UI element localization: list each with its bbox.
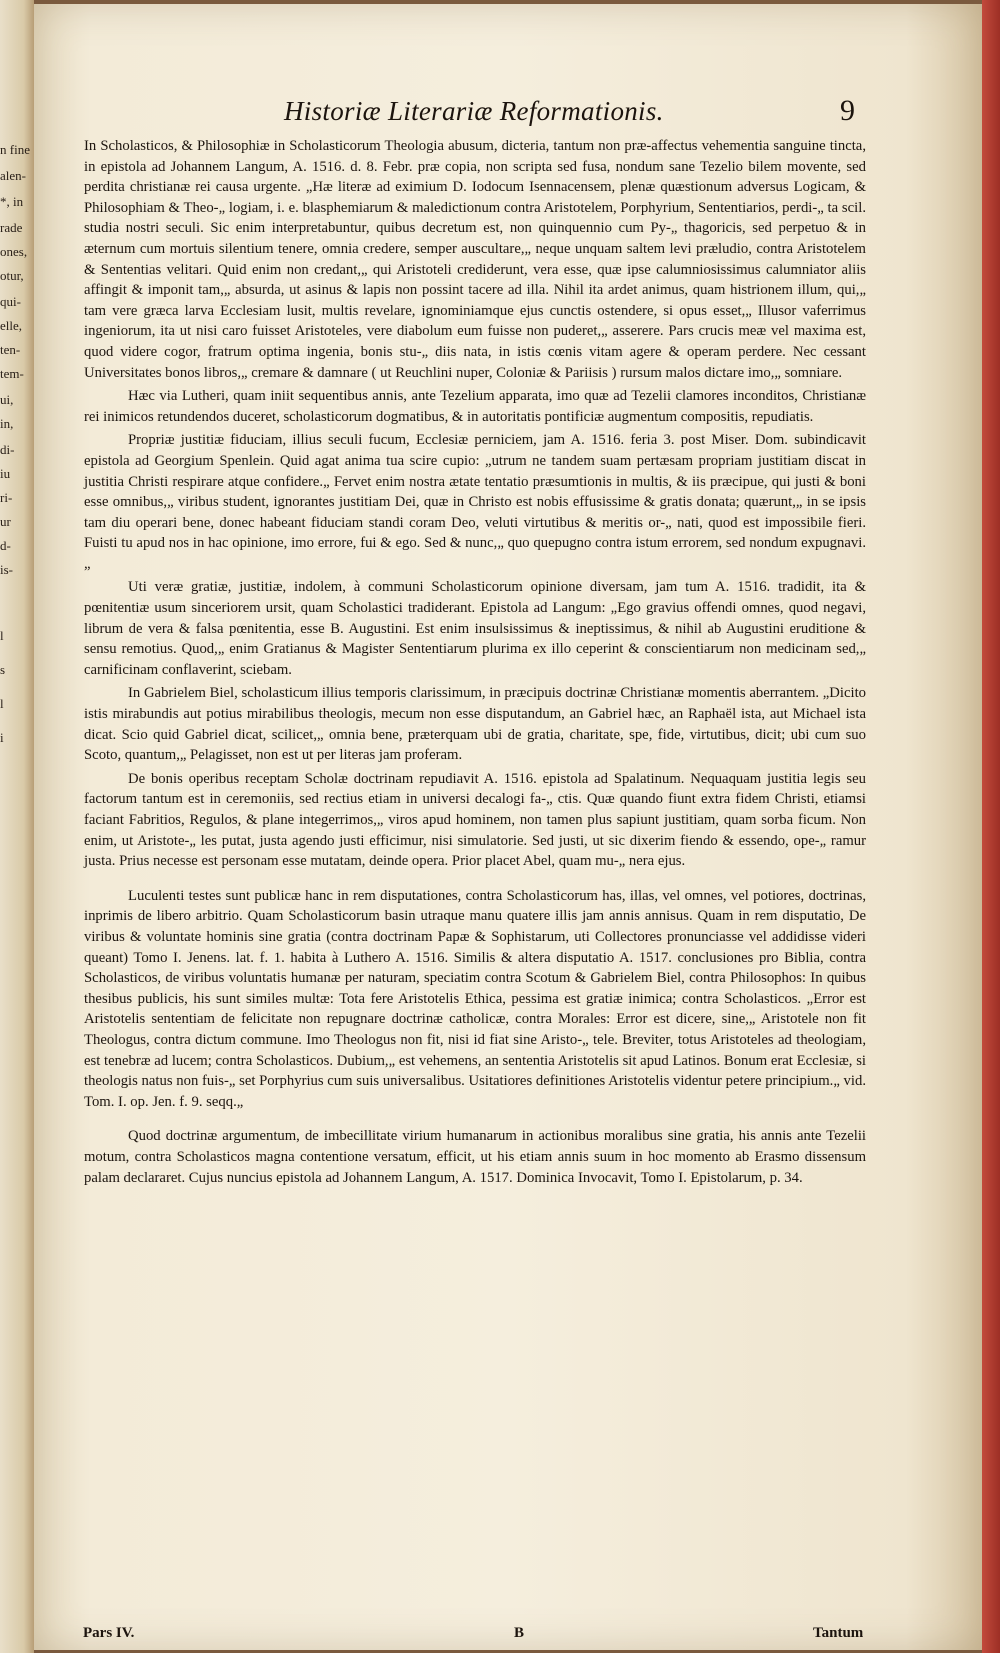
paragraph: Uti veræ gratiæ, justitiæ, indolem, à communi Scholasticorum opinione diversam, jam tum A. 1516. tradidit, ita & pœnitentiæ usum sinceriorem ursit, quam Scholastici tradiderant. Epistola ad Langum: „Ego gravius offendi omnes, quod negavi, librum de vera & falsa pœnitentia, esse B. Augustini. Est enim insulsissimus & ineptissimus, & nihil ab Augustini eruditione & sensu remotius. Quod,„ enim Gratianus & Magister Sententiarum plurima ex illo ceperint & conscientiarum non medicinam sed,„ carnificinam conflaverint, sciebam. — [84, 579, 866, 678]
margin-fragment: s — [0, 662, 6, 677]
previous-page-edge — [0, 0, 34, 1653]
margin-fragment: n fine — [0, 142, 30, 157]
paragraph: In Scholasticos, & Philosophiæ in Scholasticorum Theologia abusum, dicteria, tantum non præ-affectus vehementia sanguine tincta, in epistola ad Johannem Langum, A. 1516. d. 8. Febr. præ copia, non scripta sed fusa, nondum sane Tezelio bilem movente, sed perdita christianæ rei causa urgente. „Hæ literæ ad eximium D. Iodocum Isennacensem, plenæ quæstionum adversus Logicam, & Philosophiam & Theo-„ logiam, i. e. blasphemiarum & maledictionum contra Aristotelem, Porphyrium, Sententiarios, perdi-„ ta scil. studia nostri seculi. Sic enim interpretabuntur, quibus decretum est, non quinquennio cum Py-„ thagoricis, sed perpetuo & in æternum cum mortuis silentium tenere, omnia credere, semper auscultare,„ neque unquam saltem levi præludio, contra Aristotelem & Sententias velitari. Quid enim non credant,„ qui Aristoteli crediderunt, vera esse, quæ ipse calumniosissimus calumniator aliis affingit & imponit tam,„ absurda, ut asinus & lapis non possint tacere ad illa. Nihil ita ardet animus, quam histrionem illum, qui,„ tam vere græca larva Ecclesiam lusit, multis revelare, ignominiamque ejus cunctis ostendere, si opus esset,„ Illusor vaferrimus ingeniorum, ita ut nisi caro fuisset Aristoteles, vere diabolum eum fuisse non puderet,„ asserere. Pars crucis meæ vel maxima est, quod videre cogor, fratrum optima ingenia, bonis stu-„ diis nata, in istis cœnis vitam agere & operam perdere. Nec cessant Universitates bonos libros,„ cremare & damnare ( ut Reuchlini nuper, Coloniæ & Pariisis ) rursum malos dictare imo,„ somniare. — [84, 138, 866, 381]
book-edge — [982, 0, 1000, 1653]
margin-fragment: in, — [0, 416, 14, 431]
margin-fragment: alen- — [0, 168, 26, 183]
book-page — [34, 4, 982, 1650]
catchword: Tantum — [813, 1625, 864, 1641]
margin-fragment: ui, — [0, 392, 14, 407]
margin-fragment: is- — [0, 562, 13, 577]
margin-fragment: l — [0, 628, 4, 643]
paragraph: In Gabrielem Biel, scholasticum illius temporis clarissimum, in præcipuis doctrinæ Christianæ momentis aberrantem. „Dicito istis mirabundis aut potius mirabilibus theologis, mecum non esse disputandum, an Gabriel hæc, an Raphaël ista, aut Michael ista dicat. Scio quid Gabriel dicat, scilicet,„ omnia bene, præterquam ubi de gratia, charitate, spe, fide, virtutibus, dicit; ubi cum suo Scoto, quantum,„ Pelagisset, non est ut per literas jam proferam. — [84, 685, 866, 764]
page-number: 9 — [840, 94, 855, 127]
running-header: Historiæ Literariæ Reformationis. — [284, 96, 664, 126]
footer-part-label: Pars IV. — [83, 1625, 135, 1641]
margin-fragment: di- — [0, 442, 15, 457]
paragraph: Propriæ justitiæ fiduciam, illius seculi fucum, Ecclesiæ perniciem, jam A. 1516. feria 3. post Miser. Dom. subindicavit epistola ad Georgium Spenlein. Quid agat anima tua scire cupio: „utrum ne tandem suam pertæsam propriam justitiam discat in justitia Christi respirare atque confidere.„ Fervet enim nostra ætate tentatio præsumtionis in multis, & iis præcipue, qui justi & boni esse omnibus,„ viribus student, ignorantes justitiam Dei, quæ in Christo est nobis effusissime & gratis donata; quærunt,„ in se ipsis tam diu operari bene, donec habeant fiduciam standi coram Deo, veluti virtutibus & meritis or-„ nati, quod est impossibile fieri. Fuisti tu apud nos in hac opinione, imo errore, fui & ego. Sed & nunc,„ quo quepugno contra istum errorem, sed nondum expugnavi.„ — [84, 432, 866, 572]
paragraph: Hæc via Lutheri, quam iniit sequentibus annis, ante Tezelium apparata, imo quæ ad Tezelii clamores inconditos, Christianæ rei inimicos retundendos duceret, scholasticorum dogmatibus, & in autoritatis pontificiæ augmentum compositis, repudiatis. — [84, 388, 866, 425]
margin-fragment: tem- — [0, 366, 24, 381]
margin-fragment: qui- — [0, 294, 21, 309]
margin-fragment: rade — [0, 220, 23, 235]
paragraph: Luculenti testes sunt publicæ hanc in rem disputationes, contra Scholasticorum has, illas, vel omnes, vel potiores, doctrinas, inprimis de libero arbitrio. Quam Scholasticorum basin utraque manu quatere illis jam annis annisus. Quam in rem disputatio, De viribus & voluntate hominis sine gratia (contra doctrinam Papæ & Sophistarum, uti Collectores pronunciasse vel addidisse videri queant) Tomo I. Jenens. lat. f. 1. habita à Luthero A. 1516. Similis & altera disputatio A. 1517. conclusiones pro Biblia, contra Scholasticos, de viribus voluntatis humanæ per naturam, speciatim contra Scotum & Gabrielem Biel, contra Philosophos: In quibus thesibus publicis, his sunt similes multæ: Tota fere Aristotelis Ethica, pessima est gratiæ inimica; contra Scholasticos. „Error est Aristotelis sententiam de felicitate non repugnare doctrinæ catholicæ, contra Morales: Error est dicere, sine,„ Aristotele non fit Theologus, contra dictum commune. Imo Theologus non fit, nisi id fiat sine Aristo-„ tele. Breviter, totus Aristoteles ad theologiam, est tenebræ ad lucem; contra Scholasticos. Dubium,„ est vehemens, an sententia Aristotelis sit apud Latinos. Bonum erat Ecclesiæ, si theologis natus non fuis-„ set Porphyrius cum suis universalibus. Usitatiores definitiones Aristotelis videntur petere principium.„ vid. Tom. I. op. Jen. f. 9. seqq.„ — [84, 887, 866, 1110]
main-text — [84, 136, 866, 1191]
margin-fragment: elle, — [0, 318, 23, 333]
margin-fragment: ri- — [0, 490, 13, 505]
paragraph: De bonis operibus receptam Scholæ doctrinam repudiavit A. 1516. epistola ad Spalatinum. Nequaquam justitia legis seu factorum tantum est in ceremoniis, sed rectius etiam in universi decalogi fa-„ ctis. Quæ quando fiunt extra fidem Christi, etiamsi faciant Fabritios, Regulos, & plane integerrimos,„ viros apud hominem, non tamen plus sapiunt justitiam, quam sorba ficum. Non enim, ut Aristote-„ les putat, justa agendo justi efficimur, nisi simulatorie. Sed justi, ut sic dixerim fiendo & essendo, ope-„ ramur justa. Prius necesse est personam esse mutatam, deinde opera. Prior placet Abel, quam mu-„ nera ejus. — [84, 770, 866, 870]
margin-fragment: ur — [0, 514, 11, 529]
margin-fragment: ones, — [0, 244, 28, 259]
margin-fragment: l — [0, 696, 4, 711]
paragraph: Quod doctrinæ argumentum, de imbecillitate virium humanarum in actionibus moralibus sine gratia, his annis ante Tezelii motum, contra Scholasticos magna contentione versatum, efficit, ut his etiam annis suum in hoc momento ab Erasmo dissensum palam declararet. Cujus nuncius epistola ad Johannem Langum, A. 1517. Dominica Invocavit, Tomo I. Epistolarum, p. 34. — [84, 1128, 866, 1186]
margin-fragment: i — [0, 730, 4, 745]
margin-fragment: otur, — [0, 268, 24, 283]
margin-fragment: d- — [0, 538, 11, 553]
margin-fragment: iu — [0, 466, 11, 481]
margin-fragment: ten- — [0, 342, 21, 357]
signature-mark: B — [514, 1625, 525, 1641]
margin-fragment: *, in — [0, 194, 24, 209]
